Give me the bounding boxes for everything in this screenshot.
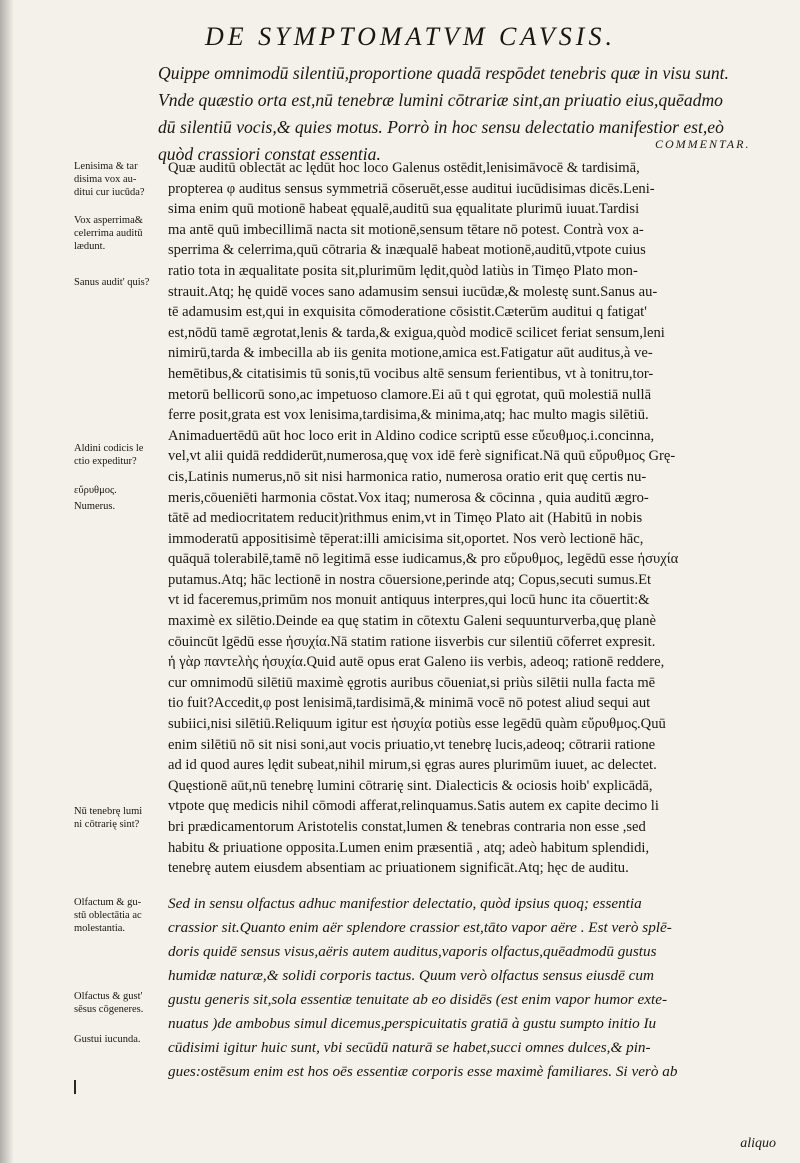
body-line: quāquā tolerabilē,tamē nō legitimā esse iudicamus,& pro εὔρυθμος, legēdū esse ἡσυχία (168, 551, 679, 568)
margin-note (74, 484, 166, 497)
body-line: ratio tota in æqualitate posita sit,plurimūm lędit,quòd latiùs in Timęo Plato mon- (168, 262, 638, 279)
body-line: nimirū,tarda & imbecilla ab iis genita motione,amica est.Fatigatur aūt auditus,à ve- (168, 345, 653, 362)
margin-note (74, 214, 166, 253)
body-line: vt id faceremus,primūm nos monuit antiquus interpres,qui locū hunc ita cōuertit:& (168, 592, 650, 609)
body-line: putamus.Atq; hāc lectionē in nostra cōuersione,perinde atq; Copus,secuti sumus.Et (168, 571, 652, 588)
body-line: subiici,nisi silētiū.Reliquum igitur est ἡσυχία potiùs esse legēdū quàm εὔρυθμος.Quū (168, 716, 666, 733)
body-line: tenebrę autem eiusdem absentiam ac priuationem significāt.Atq; hęc de auditu. (168, 860, 629, 877)
margin-note-line: molestantia. (74, 923, 126, 934)
commentary-label: COMMENTAR. (655, 137, 751, 151)
body-line: vtpote quę medicis nihil cōmodi afferat,relinquamus.Satis autem ex capite decimo li (168, 798, 659, 815)
body-line: metorū bellicorū sono,ac impetuoso clamore.Ei aū t qui ęgrotat, quū molestiā nullā (168, 386, 652, 403)
italic-line: humidæ naturæ,& solidi corporis tactus. Quum verò olfactus sensus eiusdē cum (168, 967, 654, 984)
body-line: ferre posit,grata est vox lenisima,tardisima,& minima,atq; hac multo magis silētiū. (168, 407, 649, 424)
margin-note-line: εὔρυθμος. (74, 485, 117, 496)
body-line: strauit.Atq; hę quidē voces sano adamusim sensui iucūdæ,& molestę sunt.Sanus au- (168, 283, 658, 300)
body-line: enim silētiū nō sit nisi soni,aut vocis priuatio,vt tenebrę lucis,adeoq; cōtrarii ratione (168, 736, 656, 753)
body-line: cur omnimodū silētiū maximè ęgrotis auribus cōueniat,si priùs silētii nulla facta mē (168, 674, 656, 691)
italic-text-block (168, 892, 774, 1084)
body-line: bri prædicamentorum Aristotelis constat,lumen & tenebras contraria non esse ,sed (168, 819, 646, 835)
commentary-body (168, 158, 774, 879)
body-line: sperrima & celerrima,quū cōtraria & inæqualē habeat motionē,auditū,vtpote cuius (168, 242, 646, 259)
italic-line: nuatus )de ambobus simul dicemus,perspicuitatis gratiā à gustu sumpto initio Iu (168, 1015, 657, 1032)
body-line: cōuincūt lgēdū esse ἡσυχία.Nā statim ratione iisverbis cur silentiū cōferret expresit. (168, 633, 656, 650)
margin-note-line: Nū tenebrę lumi (74, 806, 143, 817)
margin-note (74, 160, 166, 199)
margin-note-line: ctio expeditur? (74, 456, 137, 467)
body-line: ma antē quū imbecillimā nacta sit motionē,sensum tētare nō potest. Contrà vox a- (168, 221, 644, 238)
margin-note (74, 896, 166, 935)
margin-note-line: Aldini codicis le (74, 443, 144, 454)
body-line: immoderatū appositisimè tēperat:illi amicisima sit,oportet. Nos verò lectionē hāc, (168, 530, 644, 547)
margin-note-line: celerrima auditū (74, 228, 143, 239)
body-line: maximè ex silētio.Deinde ea quę statim in cōtextu Galeni sequunturverba,quę planè (168, 613, 656, 630)
italic-line: doris quidē sensus visus,aëris autem auditus,vaporis olfactus,quēadmodū gustus (168, 943, 657, 960)
margin-mark (74, 1080, 76, 1094)
margin-note-line: Olfactum & gu- (74, 897, 142, 908)
margin-note-line: Olfactus & gust' (74, 991, 143, 1002)
margin-note (74, 1033, 166, 1046)
body-line: hemētibus,& citatisimis tū sonis,tū vocibus altē sensum ferientibus, vt à tonitru,tor- (168, 365, 654, 382)
margin-note (74, 500, 166, 513)
margin-note-line: stū oblectātia ac (74, 910, 142, 921)
body-line: ἡ γὰρ παντελὴς ἡσυχία.Quid autē opus erat Galeno iis verbis, adeoq; rationē reddere, (168, 654, 665, 671)
body-line: Quęstionē aūt,nū tenebrę lumini cōtrarię sint. Dialecticis & ociosis hoib' explicādā, (168, 777, 653, 794)
margin-note-line: Vox asperrima& (74, 215, 143, 226)
body-line: Animaduertēdū aūt hoc loco erit in Aldino codice scriptū esse εὔευθμος.i.concinna, (168, 427, 655, 444)
margin-note (74, 805, 166, 831)
margin-note-line: sēsus cōgeneres. (74, 1004, 144, 1015)
margin-note-line: disima vox au- (74, 174, 137, 185)
body-line: propterea φ auditus sensus symmetriā cōseruēt,esse auditui iucūdisimas dicēs.Leni- (168, 180, 655, 197)
italic-line: gues:ostēsum enim est hos oēs essentiæ corporis esse maximè familiares. Si verò ab (168, 1063, 678, 1080)
italic-line: Sed in sensu olfactus adhuc manifestior delectatio, quòd ipsius quoq; essentia (168, 895, 642, 912)
lead-line: dū silentiū vocis,& quies motus. Porrò in hoc sensu delectatio manifestior est,eò (158, 117, 724, 137)
margin-note-line: ni cōtrarię sint? (74, 819, 140, 830)
running-head: DE SYMPTOMATVM CAVSIS. (205, 22, 616, 51)
body-line: ad id quod aures lędit subeat,nihil mirum,si ęgras aures plurimūm iuuet, ac delectet. (168, 757, 657, 774)
lead-line: quòd crassiori constat essentia. (158, 144, 381, 164)
body-line: meris,cōueniēti harmonia cōstat.Vox itaq; numerosa & cōcinna , quia auditū ægro- (168, 489, 649, 506)
italic-line: cūdisimi igitur huic sunt, vbi secūdū naturā se habet,succi omnes dulces,& pin- (168, 1039, 651, 1056)
body-line: Quæ auditū oblectāt ac lędūt hoc loco Galenus ostēdit,lenisimāvocē & tardisimā, (168, 160, 640, 176)
body-line: vel,vt alii quidā reddiderūt,numerosa,quę vox idē ferè significat.Nā quū εὔρυθμος Grę- (168, 448, 676, 465)
body-line: tio fuit?Accedit,φ post lenisimā,tardisimā,& minimā vocē nō potest aliud sequi aut (168, 695, 651, 712)
body-line: est,nōdū tamē ægrotat,lenis & tarda,& exigua,quòd modicē scilicet feriat sensum,leni (168, 324, 665, 341)
body-line: tē adamusim est,qui in exquisita cōmoderatione cōsistit.Cæterūm auditui q fatigat' (168, 304, 647, 321)
lead-line: Vnde quæstio orta est,nū tenebræ lumini cōtrariæ sint,an priuatio eius,quēadmo (158, 90, 723, 110)
catchword: aliquo (740, 1136, 776, 1151)
margin-note-line: Lenisima & tar (74, 161, 138, 172)
margin-note-line: lædunt. (74, 241, 106, 252)
italic-line: crassior sit.Quanto enim aër splendore crassior est,tāto vapor aëre . Est verò splē- (168, 919, 672, 936)
margin-note-line: Numerus. (74, 501, 116, 512)
body-line: sima enim quū motionē habeat ęqualē,auditū sua ęqualitate plurimū iuuat.Tardisi (168, 201, 640, 218)
lead-line: Quippe omnimodū silentiū,proportione quadā respōdet tenebris quæ in visu sunt. (158, 63, 729, 83)
body-line: habitu & priuatione opposita.Lumen enim præsentiā , atq; adeò habitum splendidi, (168, 839, 650, 856)
page-edge-shadow (0, 0, 14, 1163)
margin-note-line: ditui cur iucūda? (74, 187, 145, 198)
margin-note-line: Gustui iucunda. (74, 1034, 141, 1045)
margin-note (74, 442, 166, 468)
margin-note (74, 990, 166, 1016)
margin-note-line: Sanus audit' quis? (74, 277, 150, 288)
margin-note (74, 276, 166, 289)
body-line: tātē ad mediocritatem reducit)rithmus enim,vt in Timęo Plato ait (Habitū in nobis (168, 510, 643, 527)
italic-line: gustu generis sit,sola essentiæ tenuitate ab eo disidēs (est enim vapor humor exte- (168, 991, 668, 1008)
body-line: cis,Latinis numerus,nō sit nisi harmonica ratio, numerosa oratio erit quę certis nu- (168, 468, 647, 485)
